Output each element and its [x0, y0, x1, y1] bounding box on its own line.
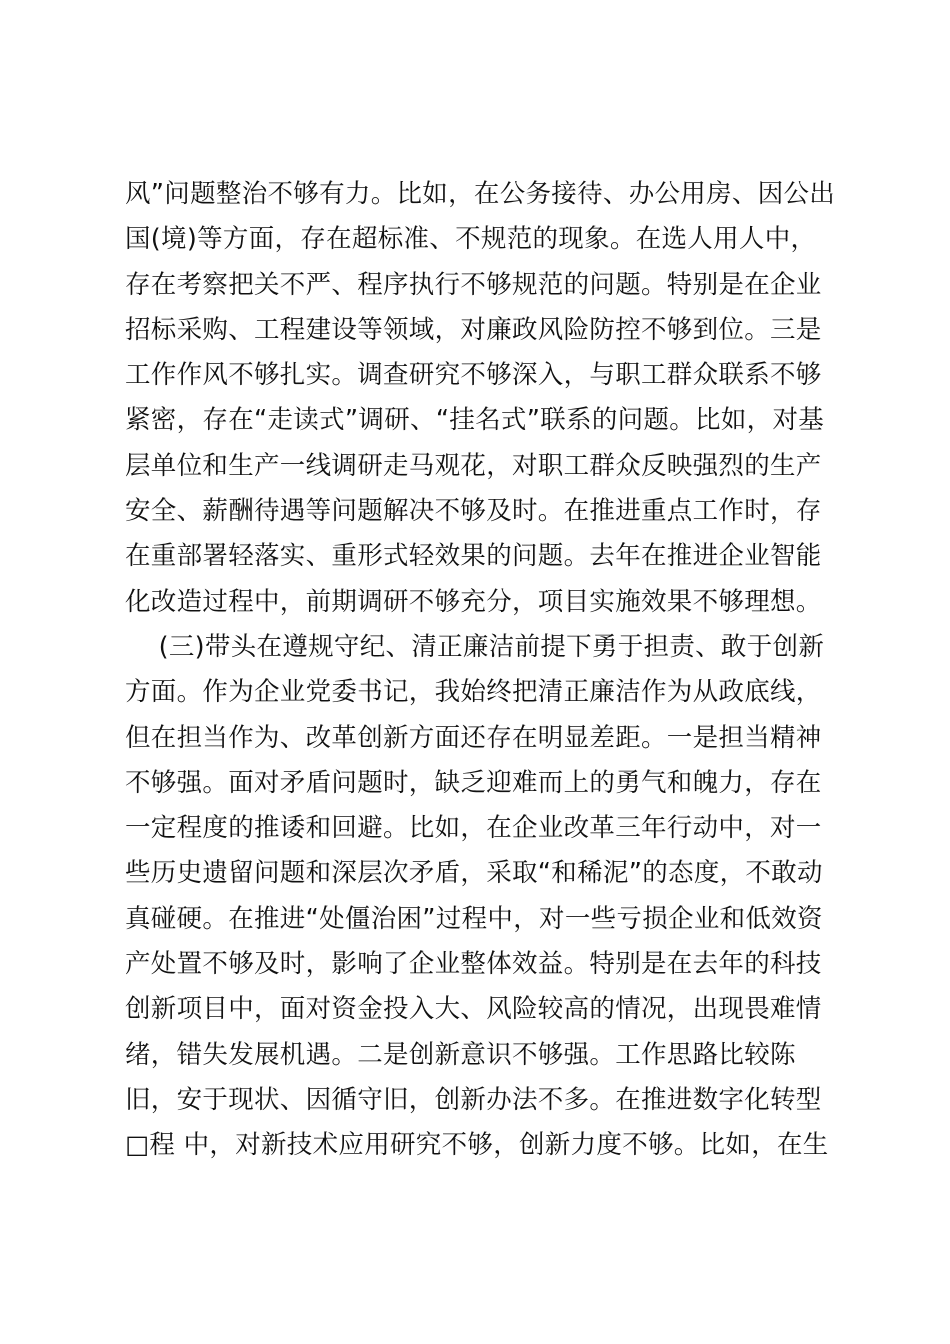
text-line: 但在担当作为、改革创新方面还存在明显差距。一是担当精神 — [125, 722, 822, 753]
text-line: 国(境)等方面，存在超标准、不规范的现象。在选人用人中， — [125, 224, 817, 255]
text-line: 创新项目中，面对资金投入大、风险较高的情况，出现畏难情 — [125, 994, 822, 1025]
text-line: 不够强。面对矛盾问题时，缺乏迎难而上的勇气和魄力，存在 — [125, 767, 822, 798]
text-line: 风”问题整治不够有力。比如，在公务接待、办公用房、因公出 — [125, 179, 836, 209]
text-line: 些历史遗留问题和深层次矛盾，采取“和稀泥”的态度，不敢动 — [125, 858, 823, 889]
text-line: 旧，安于现状、因循守旧，创新办法不多。在推进数字化转型 — [125, 1084, 822, 1115]
text-line: 化改造过程中，前期调研不够充分，项目实施效果不够理想。 — [125, 586, 822, 617]
text-line: 层单位和生产一线调研走马观花，对职工群众反映强烈的生产 — [125, 450, 822, 481]
text-line: 工作作风不够扎实。调查研究不够深入，与职工群众联系不够 — [125, 360, 822, 391]
text-line: 方面。作为企业党委书记，我始终把清正廉洁作为从政底线， — [125, 677, 822, 708]
paragraph-heading-line: (三)带头在遵规守纪、清正廉洁前提下勇于担责、敢于创新 — [125, 631, 825, 662]
text-line: 招标采购、工程建设等领域，对廉政风险防控不够到位。三是 — [125, 314, 822, 345]
text-line: 绪，错失发展机遇。二是创新意识不够强。工作思路比较陈 — [125, 1039, 796, 1070]
text-line: 产处置不够及时，影响了企业整体效益。特别是在去年的科技 — [125, 949, 822, 980]
text-line: 真碰硬。在推进“处僵治困”过程中，对一些亏损企业和低效资 — [125, 903, 823, 934]
text-line: □程 中，对新技术应用研究不够，创新力度不够。比如，在生 — [125, 1130, 829, 1161]
text-line: 存在考察把关不严、程序执行不够规范的问题。特别是在企业 — [125, 269, 822, 300]
text-line: 一定程度的推诿和回避。比如，在企业改革三年行动中，对一 — [125, 813, 822, 844]
body-text — [125, 172, 835, 1169]
text-line: 安全、薪酬待遇等问题解决不够及时。在推进重点工作时，存 — [125, 496, 822, 527]
text-line: 在重部署轻落实、重形式轻效果的问题。去年在推进企业智能 — [125, 541, 822, 572]
text-line: 紧密，存在“走读式”调研、“挂名式”联系的问题。比如，对基 — [125, 405, 825, 436]
